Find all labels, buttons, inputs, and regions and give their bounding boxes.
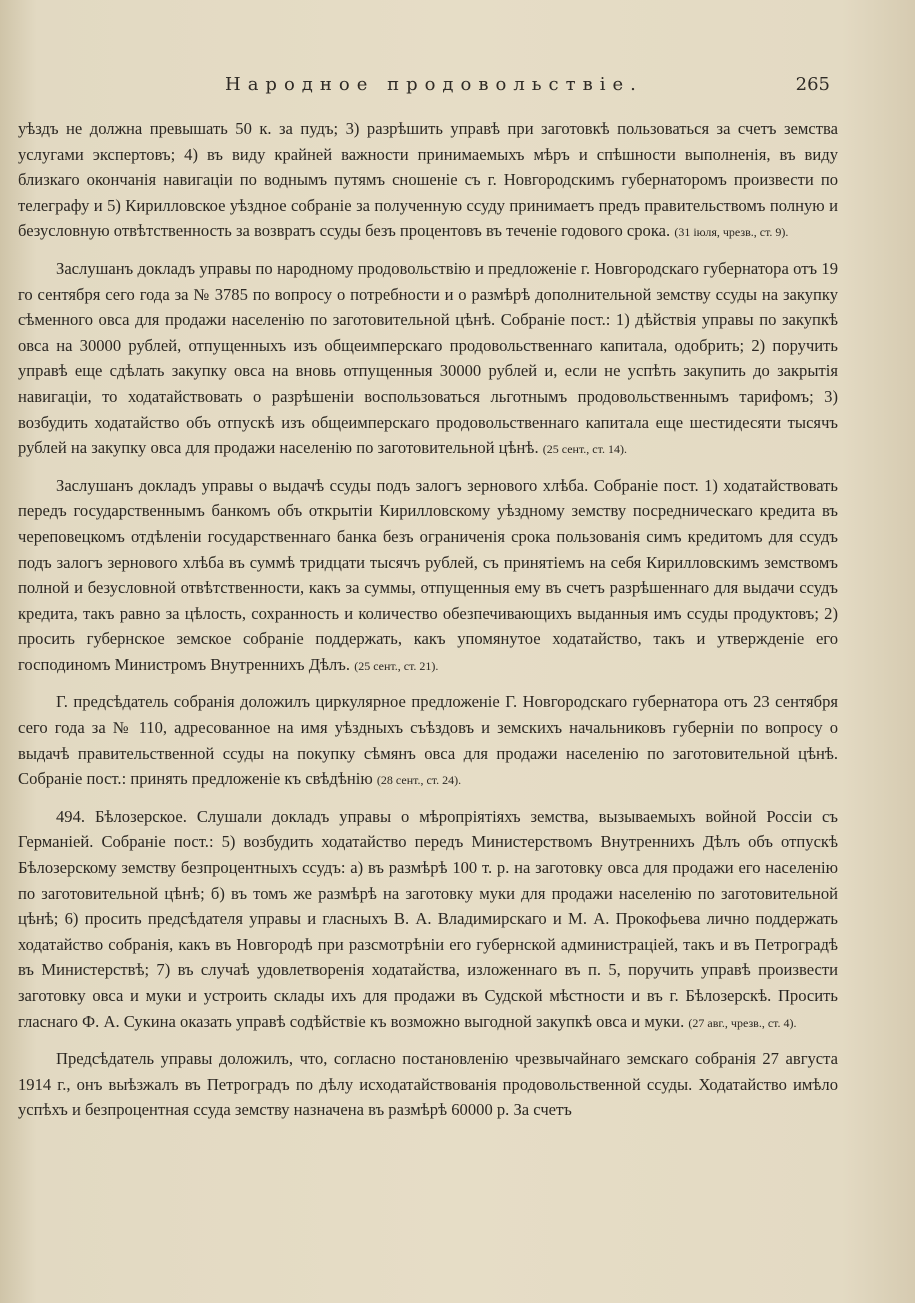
paragraph-6 xyxy=(18,1046,838,1123)
paragraph-1-text: уѣздъ не должна превышать 50 к. за пудъ; 3) разрѣшить управѣ при заготовкѣ пользоваться за счетъ земства услугами экспертовъ; 4) въ виду крайней важности принимаемыхъ мѣръ и спѣшности выполненія, въ виду близкаго окончанія навигаціи по воднымъ путямъ сношеніе съ г. Новгородскимъ губернаторомъ произвести по телеграфу и 5) Кирилловское уѣздное собраніе за полученную ссуду принимаетъ предъ правительствомъ полную и безусловную отвѣтственность за возвратъ ссуды безъ процентовъ въ теченіе годового срока. xyxy=(18,119,838,241)
page-header xyxy=(40,74,830,100)
paragraph-3-reference: (25 сент., ст. 21). xyxy=(354,658,439,673)
body-text xyxy=(18,116,838,1123)
running-title: Народное продовольствіе. xyxy=(225,74,643,95)
page-number: 265 xyxy=(795,74,830,95)
paragraph-5-text: 494. Бѣлозерское. Слушали докладъ управы о мѣропріятіяхъ земства, вызываемыхъ войной Россіи съ Германіей. Собраніе пост.: 5) возбудить ходатайство передъ Министерствомъ Внутреннихъ Дѣлъ объ отпускѣ Бѣлозерскому земству безпроцентныхъ ссудъ: а) въ размѣрѣ 100 т. р. на заготовку овса для продажи его населенію по заготовительной цѣнѣ; б) въ томъ же размѣрѣ на заготовку муки для продажи населенію по заготовительной цѣнѣ; 6) просить предсѣдателя управы и гласныхъ В. А. Владимирскаго и М. А. Прокофьева лично поддержать ходатайство собранія, какъ въ Новгородѣ при разсмотрѣніи его губернской администраціей, такъ и въ Петроградѣ въ Министерствѣ; 7) въ случаѣ удовлетворенія ходатайства, изложеннаго въ п. 5, поручить управѣ произвести заготовку овса и муки и устроить склады ихъ для продажи въ Судской мѣстности и въ г. Бѣлозерскѣ. Просить гласнаго Ф. А. Сукина оказать управѣ содѣйствіе къ возможно выгодной закупкѣ овса и муки. xyxy=(18,806,838,1031)
paragraph-3-text: Заслушанъ докладъ управы о выдачѣ ссуды подъ залогъ зернового хлѣба. Собраніе пост. 1) ходатайствовать передъ государственнымъ банкомъ объ открытіи Кирилловскому уѣздному земству посредническаго кредита въ череповецкомъ отдѣленіи государственнаго банка безъ ограниченія срока пользованія симъ кредитомъ для ссудъ подъ залогъ зернового хлѣба въ суммѣ тридцати тысячъ рублей, съ принятіемъ на себя Кирилловскимъ земствомъ полной и безусловной отвѣтственности, какъ за суммы, отпущенныя ему въ счетъ разрѣшеннаго для выдачи ссудъ кредита, такъ равно за цѣлость, сохранность и количество обезпечивающихъ выданныя имъ ссуды продуктовъ; 2) просить губернское земское собраніе поддержать, какъ упомянутое ходатайство, такъ и утвержденіе его господиномъ Министромъ Внутреннихъ Дѣлъ. xyxy=(18,475,838,674)
paragraph-2-reference: (25 сент., ст. 14). xyxy=(542,442,627,457)
paragraph-5 xyxy=(18,804,838,1036)
paragraph-4 xyxy=(18,689,838,793)
paragraph-6-text: Предсѣдатель управы доложилъ, что, согласно постановленію чрезвычайнаго земскаго собранія 27 августа 1914 г., онъ выѣзжалъ въ Петроградъ по дѣлу исходатайствованія продовольственной ссуды. Ходатайство имѣло успѣхъ и безпроцентная ссуда земству назначена въ размѣрѣ 60000 р. За счетъ xyxy=(18,1049,838,1120)
paragraph-1-reference: (31 іюля, чрезв., ст. 9). xyxy=(674,225,789,240)
paragraph-5-reference: (27 авг., чрезв., ст. 4). xyxy=(688,1015,797,1030)
paragraph-1 xyxy=(18,116,838,246)
paragraph-4-reference: (28 сент., ст. 24). xyxy=(376,773,462,788)
paragraph-2 xyxy=(18,256,838,463)
paragraph-3 xyxy=(18,473,838,680)
paragraph-2-text: Заслушанъ докладъ управы по народному продовольствію и предложеніе г. Новгородскаго губернатора отъ 19 го сентября сего года за № 3785 по вопросу о потребности и о размѣрѣ дополнительной земству ссуды на закупку сѣменного овса для продажи населенію по заготовительной цѣнѣ. Собраніе пост.: 1) дѣйствія управы по закупкѣ овса на 30000 рублей, отпущенныхъ изъ общеимперскаго продовольственнаго капитала, одобрить; 2) поручить управѣ еще сдѣлать закупку овса на вновь отпущенныя 30000 рублей и, если не успѣть закупить до закрытія навигаціи, то ходатайствовать о разрѣшеніи воспользоваться льготнымъ продовольственнымъ тарифомъ; 3) возбудить ходатайство объ отпускѣ изъ общеимперскаго продовольственнаго капитала еще шестидесяти тысячъ рублей на закупку овса для продажи населенію по заготовительной цѣнѣ. xyxy=(18,258,838,458)
paragraph-4-text: Г. предсѣдатель собранія доложилъ циркулярное предложеніе Г. Новгородскаго губернатора отъ 23 сентября сего года за № 110, адресованное на имя уѣздныхъ съѣздовъ и земскихъ начальниковъ губерніи по вопросу о выдачѣ правительственной ссуды на покупку сѣмянъ овса для продажи населенію по заготовительной цѣнѣ. Собраніе пост.: принять предложеніе къ свѣдѣнію xyxy=(18,692,838,789)
